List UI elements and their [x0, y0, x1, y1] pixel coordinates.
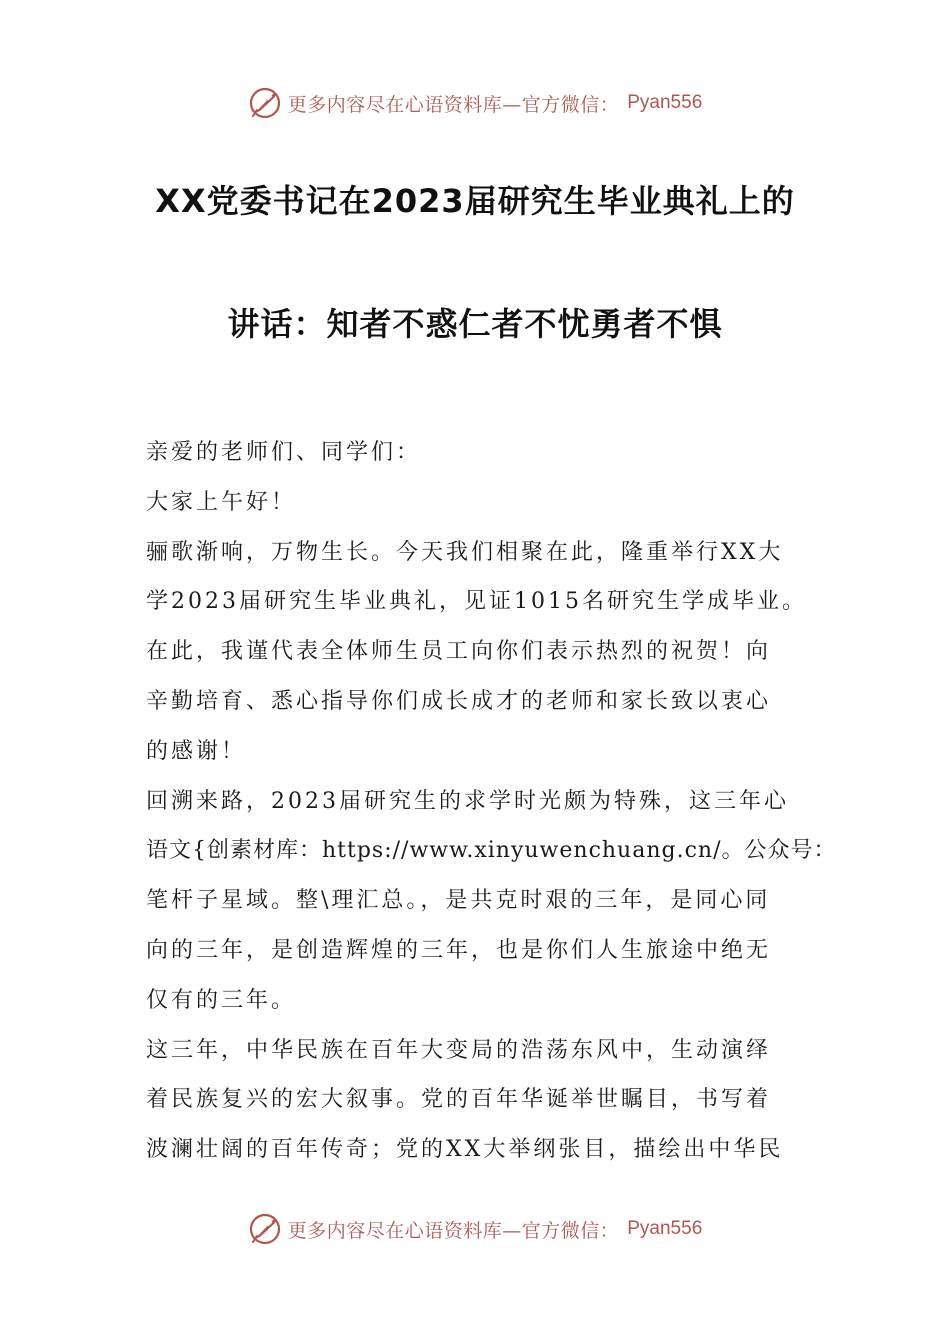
quill-logo-icon [248, 86, 282, 120]
body-line: 骊歌渐响，万物生长。今天我们相聚在此，隆重举行XX大 [146, 539, 784, 565]
body-line: 着民族复兴的宏大叙事。党的百年华诞举世瞩目，书写着 [146, 1087, 772, 1113]
footer-watermark [0, 1209, 950, 1249]
watermark-text: 更多内容尽在心语资料库—官方微信： [287, 1219, 620, 1242]
body-line: 这三年，中华民族在百年大变局的浩荡东风中，生动演绎 [146, 1037, 772, 1063]
body-line: 辛勤培育、悉心指导你们成长成才的老师和家长致以衷心 [146, 688, 772, 714]
body-line: 回溯来路，2023届研究生的求学时光颇为特殊，这三年心 [146, 788, 789, 814]
watermark-text: 更多内容尽在心语资料库—官方微信： [287, 93, 620, 116]
body-line: 波澜壮阔的百年传奇；党的XX大举纲张目，描绘出中华民 [146, 1137, 784, 1163]
watermark-wechat-id: Pyan556 [627, 92, 703, 113]
document-title-line-1: XX党委书记在2023届研究生毕业典礼上的 [155, 182, 795, 220]
body-line: 笔杆子星域。整\理汇总。，是共克时艰的三年，是同心同 [146, 888, 771, 914]
body-line: 学2023届研究生毕业典礼，见证1015名研究生学成毕业。 [146, 589, 807, 615]
body-line: 亲爱的老师们、同学们： [146, 440, 422, 465]
body-line: 在此，我谨代表全体师生员工向你们表示热烈的祝贺！向 [146, 639, 772, 665]
body-line: 仅有的三年。 [146, 987, 297, 1013]
document-title-line-2: 讲话：知者不惑仁者不忧勇者不惧 [227, 305, 723, 343]
body-line: 的感谢！ [146, 738, 247, 764]
body-line: 大家上午好！ [146, 489, 297, 515]
quill-logo-icon [248, 1212, 282, 1246]
header-watermark [0, 83, 950, 123]
body-line: 向的三年，是创造辉煌的三年，也是你们人生旅途中绝无 [146, 937, 772, 963]
body-line: 语文{创素材库：https://www.xinyuwenchuang.cn/。公众号： [146, 838, 837, 864]
watermark-wechat-id: Pyan556 [627, 1218, 703, 1239]
speech-body [146, 428, 836, 1175]
